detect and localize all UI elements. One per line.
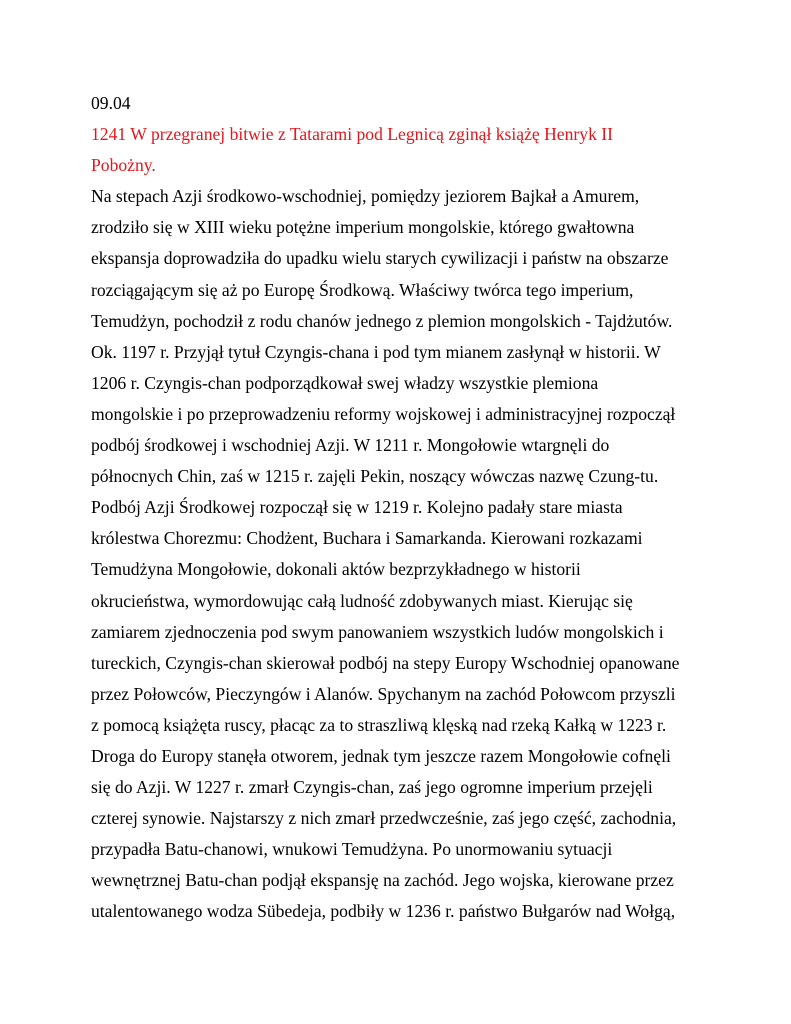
document-content [91, 88, 716, 928]
body-line: przypadła Batu-chanowi, wnukowi Temudżyna. Po unormowaniu sytuacji [91, 839, 613, 860]
body-line: Podbój Azji Środkowej rozpoczął się w 1219 r. Kolejno padały stare miasta [91, 497, 623, 518]
body-line: się do Azji. W 1227 r. zmarł Czyngis-chan, zaś jego ogromne imperium przejęli [91, 777, 653, 798]
body-line: okrucieństwa, wymordowując całą ludność zdobywanych miast. Kierując się [91, 590, 633, 611]
body-line: zamiarem zjednoczenia pod swym panowaniem wszystkich ludów mongolskich i [91, 621, 664, 642]
body-line: Na stepach Azji środkowo-wschodniej, pomiędzy jeziorem Bajkał a Amurem, [91, 186, 640, 207]
body-line: z pomocą książęta ruscy, płacąc za to straszliwą klęską nad rzeką Kałką w 1223 r. [91, 714, 667, 735]
body-line: Temudżyn, pochodził z rodu chanów jednego z plemion mongolskich - Tajdżutów. [91, 310, 673, 331]
body-line: wewnętrznej Batu-chan podjął ekspansję na zachód. Jego wojska, kierowane przez [91, 870, 674, 891]
body-line: królestwa Chorezmu: Chodżent, Buchara i Samarkanda. Kierowani rozkazami [91, 528, 643, 549]
date-line: 09.04 [91, 93, 131, 113]
body-line: Temudżyna Mongołowie, dokonali aktów bezprzykładnego w historii [91, 559, 581, 580]
body-line: podbój środkowej i wschodniej Azji. W 1211 r. Mongołowie wtargnęli do [91, 435, 610, 456]
body-line: utalentowanego wodza Sübedeja, podbiły w 1236 r. państwo Bułgarów nad Wołgą, [91, 901, 676, 922]
body-line: zrodziło się w XIII wieku potężne imperium mongolskie, którego gwałtowna [91, 217, 635, 238]
headline-line-1: 1241 W przegranej bitwie z Tatarami pod Legnicą zginął książę Henryk II [91, 124, 613, 145]
body-line: mongolskie i po przeprowadzeniu reformy wojskowej i administracyjnej rozpoczął [91, 403, 676, 424]
body-line: tureckich, Czyngis-chan skierował podbój na stepy Europy Wschodniej opanowane [91, 652, 680, 673]
body-line: przez Połowców, Pieczyngów i Alanów. Spychanym na zachód Połowcom przyszli [91, 683, 676, 704]
body-line: północnych Chin, zaś w 1215 r. zajęli Pekin, noszący wówczas nazwę Czung-tu. [91, 466, 659, 487]
body-line: Droga do Europy stanęła otworem, jednak tym jeszcze razem Mongołowie cofnęli [91, 745, 671, 766]
body-line: rozciągającym się aż po Europę Środkową. Właściwy twórca tego imperium, [91, 279, 634, 300]
body-line: czterej synowie. Najstarszy z nich zmarł przedwcześnie, zaś jego część, zachodnia, [91, 808, 677, 829]
headline-line-2: Pobożny. [91, 155, 156, 176]
body-line: 1206 r. Czyngis-chan podporządkował swej władzy wszystkie plemiona [91, 372, 599, 393]
body-line: ekspansja doprowadziła do upadku wielu starych cywilizacji i państw na obszarze [91, 248, 669, 269]
body-line: Ok. 1197 r. Przyjął tytuł Czyngis-chana i pod tym mianem zasłynął w historii. W [91, 341, 661, 362]
